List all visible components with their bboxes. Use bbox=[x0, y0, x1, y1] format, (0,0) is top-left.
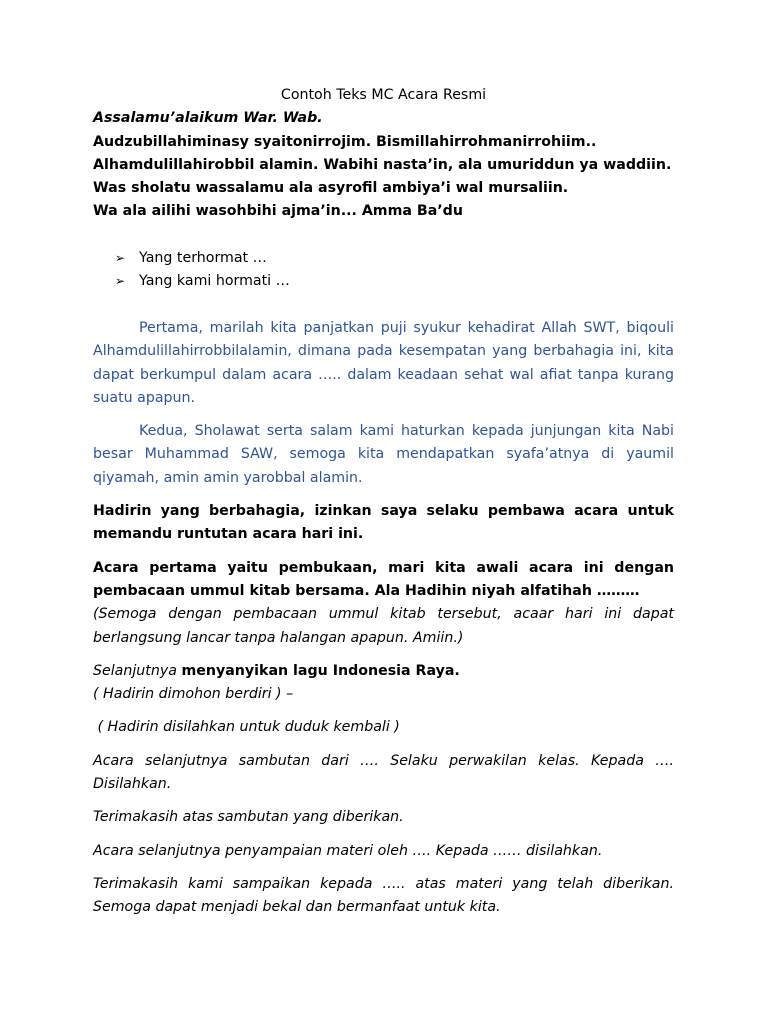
spacer bbox=[93, 224, 674, 247]
paragraph-anthem bbox=[93, 660, 674, 683]
paragraph-acara-pertama: Acara pertama yaitu pembukaan, mari kita awali acara ini dengan pembacaan ummul kitab bersama. Ala Hadihin niyah alfatihah ……… bbox=[93, 559, 674, 599]
opening-line-1: Audzubillahiminasy syaitonirrojim. Bismillahirrohmanirrohiim.. bbox=[93, 133, 597, 150]
paragraph-pertama: Pertama, marilah kita panjatkan puji syukur kehadirat Allah SWT, biqouli Alhamdulillahirrobbilalamin, dimana pada kesempatan yang berbahagia ini, kita dapat berkumpul dalam acara ….. dalam keadaan sehat wal afiat tanpa kurang suatu apapun. bbox=[93, 319, 674, 406]
opening-line-3: Was sholatu wassalamu ala asyrofil ambiya’i wal mursaliin. bbox=[93, 180, 569, 197]
document-body bbox=[93, 84, 674, 920]
arrow-bullet-icon: ➢ bbox=[115, 251, 126, 266]
list-item-text: Yang terhormat … bbox=[139, 250, 267, 267]
paragraph-terimakasih-sambutan: Terimakasih atas sambutan yang diberikan. bbox=[93, 809, 404, 826]
list-item bbox=[115, 270, 674, 293]
stand-note: ( Hadirin dimohon berdiri ) – bbox=[93, 686, 294, 703]
opening-line-4: Wa ala ailihi wasohbihi ajma’in... Amma Ba’du bbox=[93, 203, 463, 220]
anthem-bold: menyanyikan lagu Indonesia Raya. bbox=[181, 662, 460, 679]
salutation-list bbox=[93, 247, 674, 294]
sit-note: ( Hadirin disilahkan untuk duduk kembali ) bbox=[93, 719, 400, 736]
greeting: Assalamu’alaikum War. Wab. bbox=[93, 110, 323, 127]
paragraph-terimakasih-materi: Terimakasih kami sampaikan kepada ….. atas materi yang telah diberikan. Semoga dapat menjadi bekal dan bermanfaat untuk kita. bbox=[93, 875, 674, 916]
paragraph-materi: Acara selanjutnya penyampaian materi oleh …. Kepada …… disilahkan. bbox=[93, 842, 603, 859]
arrow-bullet-icon: ➢ bbox=[115, 274, 126, 289]
spacer bbox=[93, 294, 674, 317]
list-item bbox=[115, 247, 674, 270]
paragraph-kedua: Kedua, Sholawat serta salam kami haturkan kepada junjungan kita Nabi besar Muhammad SAW, semoga kita mendapatkan syafa’atnya di yaumil qiyamah, amin amin yarobbal alamin. bbox=[93, 423, 674, 486]
opening-line-2: Alhamdulillahirobbil alamin. Wabihi nasta’in, ala umuriddun ya waddiin. bbox=[93, 156, 672, 173]
document-title: Contoh Teks MC Acara Resmi bbox=[280, 87, 487, 103]
paragraph-sambutan: Acara selanjutnya sambutan dari …. Selaku perwakilan kelas. Kepada …. Disilahkan. bbox=[93, 752, 674, 793]
paragraph-hadirin: Hadirin yang berbahagia, izinkan saya selaku pembawa acara untuk memandu runtutan acara hari ini. bbox=[93, 503, 674, 543]
anthem-lead: Selanjutnya bbox=[93, 662, 177, 679]
list-item-text: Yang kami hormati … bbox=[139, 273, 290, 290]
paragraph-semoga-note: (Semoga dengan pembacaan ummul kitab tersebut, acaar hari ini dapat berlangsung lancar tanpa halangan apapun. Amiin.) bbox=[93, 606, 674, 646]
